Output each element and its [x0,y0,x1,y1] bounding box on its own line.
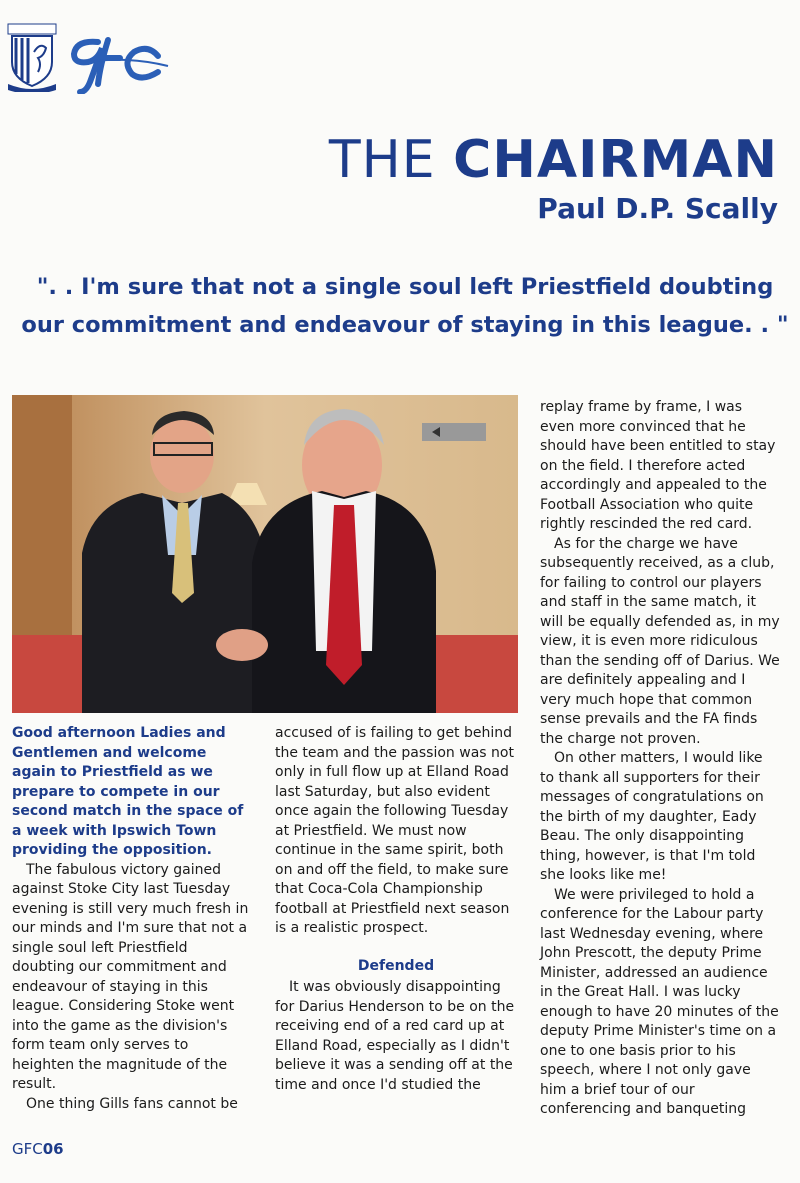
footer-prefix: GFC [12,1140,43,1158]
page-title [329,130,778,190]
article-column-1 [12,724,252,1114]
article-paragraph: It was obviously disappointing for Darius Henderson to be on the receiving end of a red card up at Elland Road, especially as I didn't believe it was a sending off at the time and once I'd studied the [275,979,515,1093]
photo-handshake [12,395,518,713]
author-byline: Paul D.P. Scally [537,192,778,225]
pull-quote [20,268,790,344]
article-paragraph: On other matters, I would like to thank all supporters for their messages of congratulations on the birth of my daughter, Eady Beau. The only disappointing thing, however, is that I'm told she looks like me! [540,750,764,883]
article-paragraph: We were privileged to hold a conference for the Labour party last Wednesday evening, where John Prescott, the deputy Prime Minister, addressed an audience in the Great Hall. I was lucky enough to have 20 minutes of the deputy Prime Minister's time on a one to one basis prior to his speech, where I not only gave him a brief tour of our conferencing and banqueting [540,886,779,1117]
page-number: 06 [42,1140,64,1158]
title-light: THE [328,130,436,190]
article-paragraph: The fabulous victory gained against Stoke City last Tuesday evening is still very much fresh in our minds and I'm sure that not a single soul left Priestfield doubting our commitment and endeavour of staying in this league. Considering Stoke went into the game as the division's form team only serves to heighten the magnitude of the result. [12,861,249,1092]
article-paragraph: accused of is failing to get behind the team and the passion was not only in full flow up at Elland Road last Saturday, but also evident once again the following Tuesday at Priestfield. We must now continue in the same spirit, both on and off the field, to make sure that Coca-Cola Championship football at Priestfield next season is a realistic prospect. [275,725,514,936]
title-bold: CHAIRMAN [453,130,778,190]
article-paragraph: One thing Gills fans cannot be [26,1095,238,1112]
article-paragraph: replay frame by frame, I was even more convinced that he should have been entitled to stay on the field. I therefore acted accordingly and appealed to the Football Association who quite rightly rescinded the red card. [540,399,776,532]
photo-illustration-icon [12,395,518,713]
article-column-2 [275,724,517,1095]
gfc-logo-icon [68,24,178,94]
page-footer [12,1140,64,1158]
section-subhead: Defended [357,957,435,974]
pull-quote-line2: our commitment and endeavour of staying in this league. . " [21,312,789,338]
lead-paragraph: Good afternoon Ladies and Gentlemen and welcome again to Priestfield as we prepare to compete in our second match in the space of a week with Ipswich Town providing the opposition. [12,725,244,858]
article-column-3 [540,398,780,1120]
article-paragraph: As for the charge we have subsequently received, as a club, for failing to control our players and staff in the same match, it will be equally defended as, in my view, it is even more ridiculous than the sending off of Darius. We are definitely appealing and I very much hope that common sense prevails and the FA finds the charge not proven. [540,535,780,747]
pull-quote-line1: ". . I'm sure that not a single soul left Priestfield doubting [36,274,774,300]
club-crest-icon [6,22,58,92]
